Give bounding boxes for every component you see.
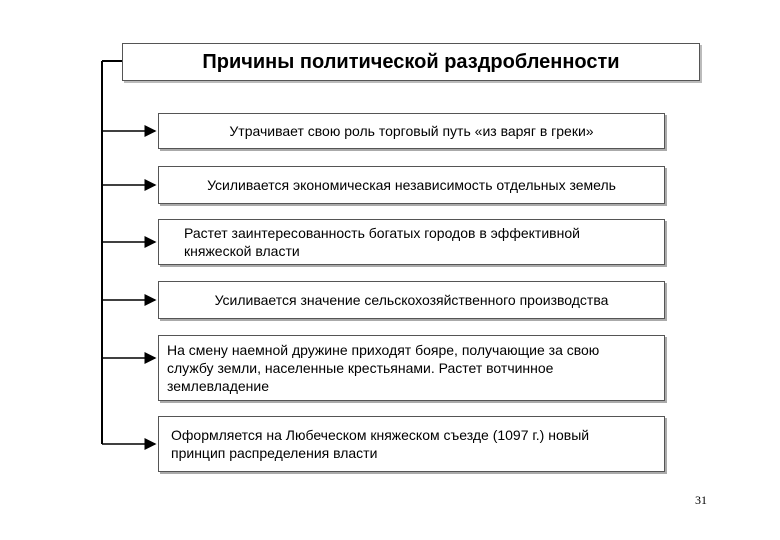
cause-box-5 (158, 335, 665, 401)
cause-text-5: На смену наемной дружине приходят бояре, получающие за свою службу земли, населенные крестьянами. Растет вотчинное землевладение (167, 342, 600, 394)
cause-text-4: Усиливается значение сельскохозяйственного производства (214, 292, 609, 308)
cause-box-2 (158, 166, 665, 204)
cause-text-2: Усиливается экономическая независимость отдельных земель (207, 177, 616, 193)
cause-box-3 (158, 219, 665, 265)
page-number: 31 (695, 493, 707, 507)
cause-text-3: Растет заинтересованность богатых городов в эффективной княжеской власти (184, 225, 580, 259)
diagram-title (122, 43, 700, 81)
diagram-title-text: Причины политической раздробленности (202, 50, 620, 73)
cause-text-6: Оформляется на Любеческом княжеском съезде (1097 г.) новый принцип распределения власти (171, 427, 590, 461)
cause-text-1: Утрачивает свою роль торговый путь «из варяг в греки» (229, 123, 594, 139)
cause-box-4 (158, 281, 665, 319)
cause-box-6 (158, 416, 665, 472)
cause-box-1 (158, 113, 665, 149)
